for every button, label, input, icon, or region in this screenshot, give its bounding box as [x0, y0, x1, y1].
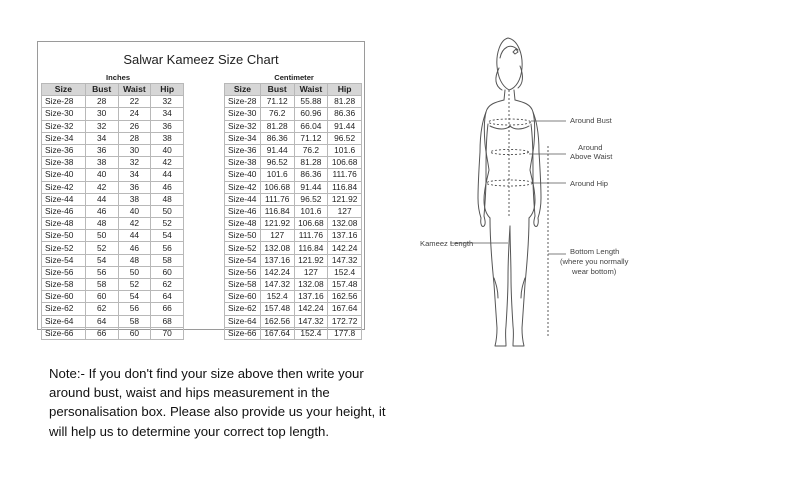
value-cell: 24: [118, 108, 151, 120]
value-cell: 137.16: [260, 254, 294, 266]
value-cell: 81.28: [328, 96, 362, 108]
table-row: [225, 218, 362, 230]
size-cell: Size-28: [42, 96, 86, 108]
table-row: [42, 120, 184, 132]
table-row: [225, 315, 362, 327]
table-row: [225, 230, 362, 242]
value-cell: 116.84: [328, 181, 362, 193]
value-cell: 81.28: [260, 120, 294, 132]
value-cell: 52: [118, 279, 151, 291]
value-cell: 64: [85, 315, 118, 327]
size-cell: Size-50: [42, 230, 86, 242]
size-cell: Size-36: [225, 144, 261, 156]
value-cell: 64: [151, 291, 184, 303]
table-row: [42, 205, 184, 217]
column-header: Bust: [260, 84, 294, 96]
value-cell: 162.56: [260, 315, 294, 327]
table-row: [225, 327, 362, 339]
value-cell: 86.36: [328, 108, 362, 120]
size-cell: Size-56: [42, 266, 86, 278]
value-cell: 38: [151, 132, 184, 144]
value-cell: 71.12: [260, 96, 294, 108]
value-cell: 111.76: [328, 169, 362, 181]
value-cell: 54: [151, 230, 184, 242]
table-row: [225, 205, 362, 217]
size-cell: Size-40: [225, 169, 261, 181]
size-chart: [37, 41, 365, 338]
size-cell: Size-62: [42, 303, 86, 315]
column-header: Waist: [294, 84, 328, 96]
value-cell: 52: [151, 218, 184, 230]
unit-spacer: [328, 72, 362, 84]
value-cell: 86.36: [260, 132, 294, 144]
value-cell: 111.76: [294, 230, 328, 242]
value-cell: 44: [151, 169, 184, 181]
table-row: [225, 132, 362, 144]
size-cell: Size-44: [225, 193, 261, 205]
table-row: [225, 254, 362, 266]
value-cell: 142.24: [260, 266, 294, 278]
value-cell: 46: [118, 242, 151, 254]
value-cell: 152.4: [260, 291, 294, 303]
value-cell: 56: [151, 242, 184, 254]
size-cell: Size-66: [42, 327, 86, 339]
value-cell: 46: [85, 205, 118, 217]
table-row: [225, 266, 362, 278]
value-cell: 91.44: [294, 181, 328, 193]
size-cell: Size-32: [42, 120, 86, 132]
value-cell: 177.8: [328, 327, 362, 339]
table-row: [225, 303, 362, 315]
woman-silhouette: [410, 28, 670, 358]
table-row: [225, 291, 362, 303]
unit-spacer: [151, 72, 184, 84]
inches-table: [41, 72, 184, 340]
value-cell: 152.4: [328, 266, 362, 278]
value-cell: 101.6: [260, 169, 294, 181]
value-cell: 38: [118, 193, 151, 205]
label-around-above-waist-2: Above Waist: [570, 152, 613, 161]
size-cell: Size-52: [225, 242, 261, 254]
label-bottom-length-2: (where you normally: [560, 257, 629, 266]
table-row: [225, 144, 362, 156]
value-cell: 121.92: [294, 254, 328, 266]
table-row: [42, 327, 184, 339]
value-cell: 96.52: [328, 132, 362, 144]
body-measurement-figure: [410, 28, 670, 358]
value-cell: 34: [151, 108, 184, 120]
value-cell: 91.44: [260, 144, 294, 156]
value-cell: 56: [85, 266, 118, 278]
value-cell: 157.48: [328, 279, 362, 291]
table-row: [42, 218, 184, 230]
table-row: [42, 242, 184, 254]
value-cell: 58: [85, 279, 118, 291]
value-cell: 55.88: [294, 96, 328, 108]
table-row: [42, 254, 184, 266]
value-cell: 34: [118, 169, 151, 181]
label-bottom-length-1: Bottom Length: [570, 247, 620, 256]
table-row: [42, 157, 184, 169]
column-header: Bust: [85, 84, 118, 96]
value-cell: 66: [151, 303, 184, 315]
size-cell: Size-48: [42, 218, 86, 230]
unit-spacer: [42, 72, 86, 84]
value-cell: 132.08: [260, 242, 294, 254]
value-cell: 52: [85, 242, 118, 254]
value-cell: 44: [118, 230, 151, 242]
label-around-hip: Around Hip: [570, 179, 608, 188]
value-cell: 147.32: [328, 254, 362, 266]
value-cell: 127: [260, 230, 294, 242]
value-cell: 50: [151, 205, 184, 217]
unit-label: Centimeter: [260, 72, 327, 84]
size-cell: Size-48: [225, 218, 261, 230]
value-cell: 48: [85, 218, 118, 230]
value-cell: 58: [118, 315, 151, 327]
size-cell: Size-40: [42, 169, 86, 181]
value-cell: 34: [85, 132, 118, 144]
header-row: [225, 84, 362, 96]
value-cell: 48: [151, 193, 184, 205]
size-cell: Size-60: [42, 291, 86, 303]
table-row: [225, 96, 362, 108]
value-cell: 70: [151, 327, 184, 339]
size-cell: Size-36: [42, 144, 86, 156]
table-row: [225, 120, 362, 132]
size-cell: Size-46: [42, 205, 86, 217]
value-cell: 50: [85, 230, 118, 242]
value-cell: 137.16: [294, 291, 328, 303]
value-cell: 137.16: [328, 230, 362, 242]
value-cell: 81.28: [294, 157, 328, 169]
value-cell: 28: [118, 132, 151, 144]
value-cell: 127: [294, 266, 328, 278]
value-cell: 32: [151, 96, 184, 108]
value-cell: 152.4: [294, 327, 328, 339]
value-cell: 44: [85, 193, 118, 205]
value-cell: 116.84: [260, 205, 294, 217]
value-cell: 32: [118, 157, 151, 169]
value-cell: 62: [151, 279, 184, 291]
value-cell: 162.56: [328, 291, 362, 303]
size-cell: Size-38: [225, 157, 261, 169]
value-cell: 172.72: [328, 315, 362, 327]
value-cell: 60.96: [294, 108, 328, 120]
value-cell: 60: [151, 266, 184, 278]
label-kameez-length: Kameez Length: [420, 239, 474, 248]
unit-label: Inches: [85, 72, 151, 84]
note-line: personalisation box. Please also provide us your height, it: [49, 404, 386, 420]
table-row: [42, 291, 184, 303]
unit-row: [42, 72, 184, 84]
value-cell: 42: [118, 218, 151, 230]
value-cell: 40: [151, 144, 184, 156]
value-cell: 62: [85, 303, 118, 315]
table-row: [42, 181, 184, 193]
value-cell: 132.08: [294, 279, 328, 291]
column-header: Hip: [328, 84, 362, 96]
unit-spacer: [225, 72, 261, 84]
label-around-above-waist-1: Around: [578, 143, 603, 152]
value-cell: 60: [118, 327, 151, 339]
table-row: [42, 144, 184, 156]
value-cell: 86.36: [294, 169, 328, 181]
size-cell: Size-66: [225, 327, 261, 339]
value-cell: 54: [85, 254, 118, 266]
label-around-bust: Around Bust: [570, 116, 612, 125]
table-row: [42, 266, 184, 278]
table-row: [225, 193, 362, 205]
size-cell: Size-58: [225, 279, 261, 291]
value-cell: 30: [118, 144, 151, 156]
value-cell: 76.2: [294, 144, 328, 156]
value-cell: 76.2: [260, 108, 294, 120]
table-row: [42, 108, 184, 120]
table-row: [42, 303, 184, 315]
value-cell: 48: [118, 254, 151, 266]
value-cell: 22: [118, 96, 151, 108]
size-cell: Size-32: [225, 120, 261, 132]
value-cell: 42: [85, 181, 118, 193]
value-cell: 96.52: [294, 193, 328, 205]
size-cell: Size-52: [42, 242, 86, 254]
size-cell: Size-42: [42, 181, 86, 193]
value-cell: 71.12: [294, 132, 328, 144]
size-cell: Size-30: [42, 108, 86, 120]
value-cell: 167.64: [260, 327, 294, 339]
column-header: Size: [225, 84, 261, 96]
value-cell: 68: [151, 315, 184, 327]
value-cell: 106.68: [328, 157, 362, 169]
value-cell: 157.48: [260, 303, 294, 315]
value-cell: 66.04: [294, 120, 328, 132]
size-cell: Size-38: [42, 157, 86, 169]
value-cell: 142.24: [328, 242, 362, 254]
note-line: will help us to determine your correct top length.: [49, 423, 330, 439]
value-cell: 28: [85, 96, 118, 108]
value-cell: 38: [85, 157, 118, 169]
value-cell: 46: [151, 181, 184, 193]
label-bottom-length-3: wear bottom): [572, 267, 617, 276]
size-cell: Size-28: [225, 96, 261, 108]
value-cell: 36: [118, 181, 151, 193]
value-cell: 106.68: [294, 218, 328, 230]
value-cell: 91.44: [328, 120, 362, 132]
value-cell: 60: [85, 291, 118, 303]
value-cell: 121.92: [260, 218, 294, 230]
unit-row: [225, 72, 362, 84]
size-cell: Size-46: [225, 205, 261, 217]
table-row: [225, 157, 362, 169]
table-row: [225, 108, 362, 120]
table-row: [42, 169, 184, 181]
value-cell: 132.08: [328, 218, 362, 230]
value-cell: 54: [118, 291, 151, 303]
value-cell: 36: [151, 120, 184, 132]
size-cell: Size-34: [225, 132, 261, 144]
size-cell: Size-62: [225, 303, 261, 315]
table-row: [42, 279, 184, 291]
value-cell: 167.64: [328, 303, 362, 315]
value-cell: 111.76: [260, 193, 294, 205]
size-cell: Size-56: [225, 266, 261, 278]
value-cell: 127: [328, 205, 362, 217]
value-cell: 40: [85, 169, 118, 181]
value-cell: 106.68: [260, 181, 294, 193]
size-cell: Size-34: [42, 132, 86, 144]
size-cell: Size-54: [225, 254, 261, 266]
value-cell: 50: [118, 266, 151, 278]
table-row: [42, 315, 184, 327]
table-row: [42, 230, 184, 242]
size-cell: Size-50: [225, 230, 261, 242]
table-row: [225, 169, 362, 181]
size-cell: Size-42: [225, 181, 261, 193]
note-line: around bust, waist and hips measurement in the: [49, 385, 330, 401]
value-cell: 101.6: [328, 144, 362, 156]
size-cell: Size-54: [42, 254, 86, 266]
value-cell: 147.32: [260, 279, 294, 291]
chart-title: Salwar Kameez Size Chart: [123, 52, 279, 67]
value-cell: 42: [151, 157, 184, 169]
value-cell: 121.92: [328, 193, 362, 205]
value-cell: 116.84: [294, 242, 328, 254]
table-row: [42, 132, 184, 144]
size-cell: Size-30: [225, 108, 261, 120]
value-cell: 147.32: [294, 315, 328, 327]
size-cell: Size-58: [42, 279, 86, 291]
column-header: Waist: [118, 84, 151, 96]
note-line: Note:- If you don't find your size above then write your: [49, 366, 364, 381]
centimeter-table: [224, 72, 362, 340]
size-cell: Size-64: [225, 315, 261, 327]
size-cell: Size-44: [42, 193, 86, 205]
value-cell: 96.52: [260, 157, 294, 169]
value-cell: 40: [118, 205, 151, 217]
header-row: [42, 84, 184, 96]
value-cell: 30: [85, 108, 118, 120]
value-cell: 26: [118, 120, 151, 132]
value-cell: 56: [118, 303, 151, 315]
value-cell: 101.6: [294, 205, 328, 217]
column-header: Size: [42, 84, 86, 96]
note-text: [49, 364, 409, 441]
value-cell: 142.24: [294, 303, 328, 315]
table-row: [225, 242, 362, 254]
value-cell: 66: [85, 327, 118, 339]
table-row: [42, 193, 184, 205]
value-cell: 58: [151, 254, 184, 266]
table-row: [225, 181, 362, 193]
table-row: [42, 96, 184, 108]
size-cell: Size-60: [225, 291, 261, 303]
size-cell: Size-64: [42, 315, 86, 327]
value-cell: 36: [85, 144, 118, 156]
column-header: Hip: [151, 84, 184, 96]
value-cell: 32: [85, 120, 118, 132]
table-row: [225, 279, 362, 291]
